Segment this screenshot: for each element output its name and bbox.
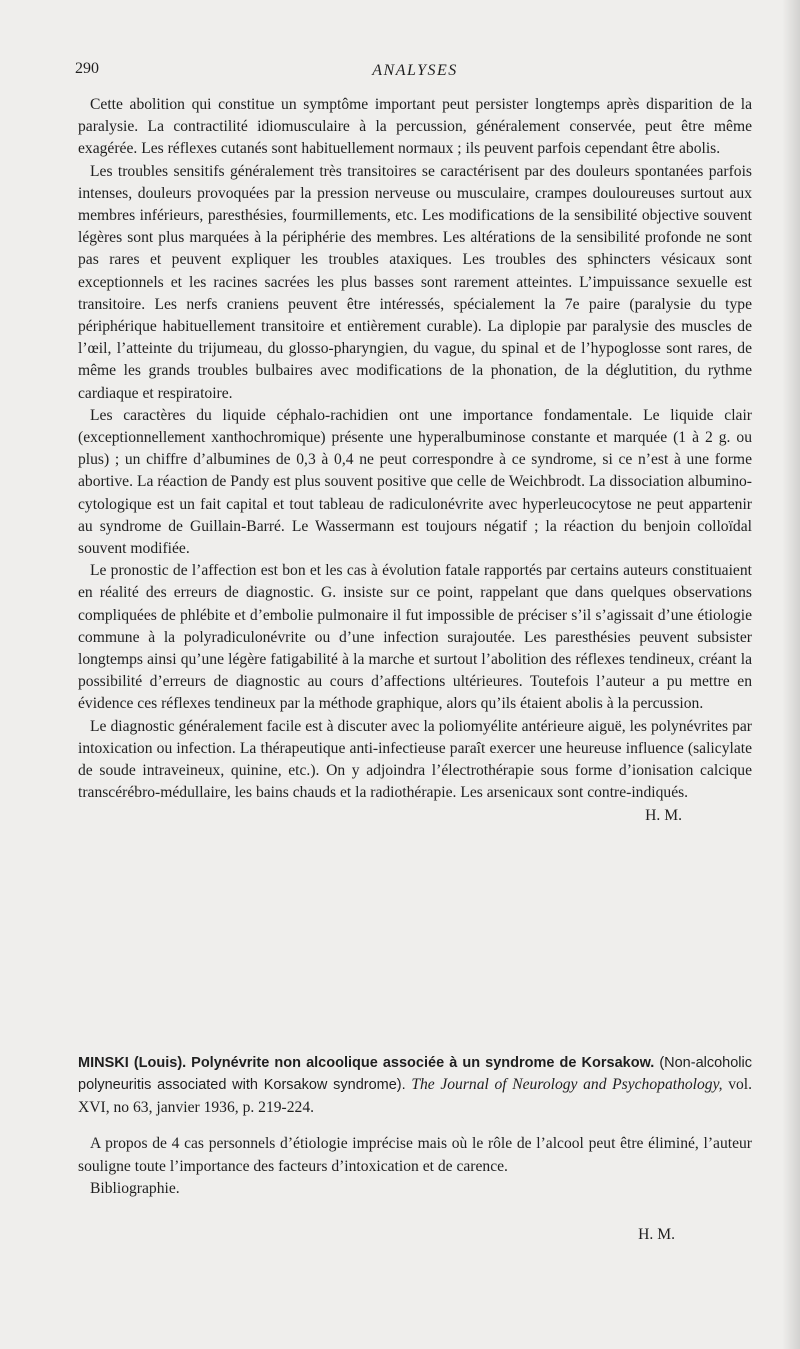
review-journal: The Journal of Neurology and Psychopathology, <box>411 1076 723 1094</box>
page-number: 290 <box>75 60 99 77</box>
review-entry <box>78 1052 752 1200</box>
signature: H. M. <box>645 806 682 824</box>
page-header <box>75 60 755 86</box>
review-title-fr: Polynévrite non alcoolique associée à un syndrome de Korsakow. <box>191 1055 655 1071</box>
running-title: ANALYSES <box>372 62 458 79</box>
review-citation-details: vol. XVI, no 63, janvier 1936, p. 219-224. <box>78 1076 753 1116</box>
review-title-en: (Non-alcoholic polyneuritis associated with Korsakow syndrome). <box>78 1055 752 1094</box>
paragraph: Les troubles sensitifs généralement très transitoires se caractérisent par des douleurs spontanées parfois intenses, douleurs provoquées par la pression nerveuse ou musculaire, crampes douloureuses surtout aux membres inférieurs, paresthésies, fourmillements, etc. Les modifications de la sensibilité objective souvent légères sont plus marquées à la périphérie des membres. Les altérations de la sensibilité profonde ne sont pas rares et peuvent expliquer les troubles ataxiques. Les troubles des sphincters vésicaux sont exceptionnels et les racines sacrées les plus basses sont rarement atteintes. L’impuissance sexuelle est transitoire. Les nerfs craniens peuvent être intéressés, spécialement la 7e paire (paralysie du type périphérique habituellement transitoire et entièrement curable). La diplopie par paralysie des muscles de l’œil, l’atteinte du trijumeau, du glosso-pharyngien, du vague, du spinal et de l’hypoglosse sont rares, de même les grands troubles bulbaires avec modifications de la phonation, de la déglutition, du rythme cardiaque et respiratoire. <box>78 162 752 402</box>
paragraph: Le diagnostic généralement facile est à discuter avec la poliomyélite antérieure aiguë, les polynévrites par intoxication ou infection. La thérapeutique anti-infectieuse paraît exercer une heureuse influence (salicylate de soude intraveineux, quinine, etc.). On y adjoindra l’électrothérapie sous forme d’ionisation calcique transcérébro-médullaire, les bains chauds et la radiothérapie. Les arsenicaux sont contre-indiqués. <box>78 717 752 802</box>
review-author: MINSKI (Louis). <box>78 1055 187 1071</box>
paragraph: Cette abolition qui constitue un symptôme important peut persister longtemps après disparition de la paralysie. La contractilité idiomusculaire à la percussion, généralement conservée, peut être même exagérée. Les réflexes cutanés sont habituellement normaux ; ils peuvent parfois cependant être abolis. <box>78 96 752 158</box>
paragraph: Les caractères du liquide céphalo-rachidien ont une importance fondamentale. Le liquide clair (exceptionnellement xanthochromique) présente une hyperalbuminose constante et marquée (1 à 2 g. ou plus) ; un chiffre d’albumines de 0,3 à 0,4 ne peut correspondre à ce syndrome, si ce n’est à une forme abortive. La réaction de Pandy est plus souvent positive que celle de Weichbrodt. La dissociation albumino-cytologique est un fait capital et tout tableau de radiculonévrite avec hyperleucocytose ne peut appartenir au syndrome de Guillain-Barré. Le Wassermann est toujours négatif ; la réaction du benjoin colloïdal souvent modifiée. <box>78 406 752 558</box>
review-citation <box>78 1052 752 1119</box>
review-signature: H. M. <box>638 1226 675 1243</box>
article-body <box>78 94 752 827</box>
review-summary: A propos de 4 cas personnels d’étiologie imprécise mais où le rôle de l’alcool peut être éliminé, l’auteur souligne toute l’importance des facteurs d’intoxication et de carence. <box>78 1135 752 1175</box>
review-bibliography: Bibliographie. <box>90 1180 180 1198</box>
page-edge-shadow <box>782 0 800 1349</box>
paragraph: Le pronostic de l’affection est bon et les cas à évolution fatale rapportés par certains auteurs constituaient en réalité des erreurs de diagnostic. G. insiste sur ce point, rappelant que dans quelques observations compliquées de phlébite et d’embolie pulmonaire il fut impossible de préciser s’il s’agissait d’une étiologie commune à la polyradiculonévrite ou d’une infection surajoutée. Les paresthésies peuvent subsister longtemps ainsi qu’une légère fatigabilité à la marche et surtout l’abolition des réflexes tendineux, créant la possibilité d’erreurs de diagnostic au cours d’affections ultérieures. Toutefois l’auteur a pu mettre en évidence ces réflexes tendineux par la méthode graphique, alors qu’ils étaient abolis à la percussion. <box>78 562 752 713</box>
